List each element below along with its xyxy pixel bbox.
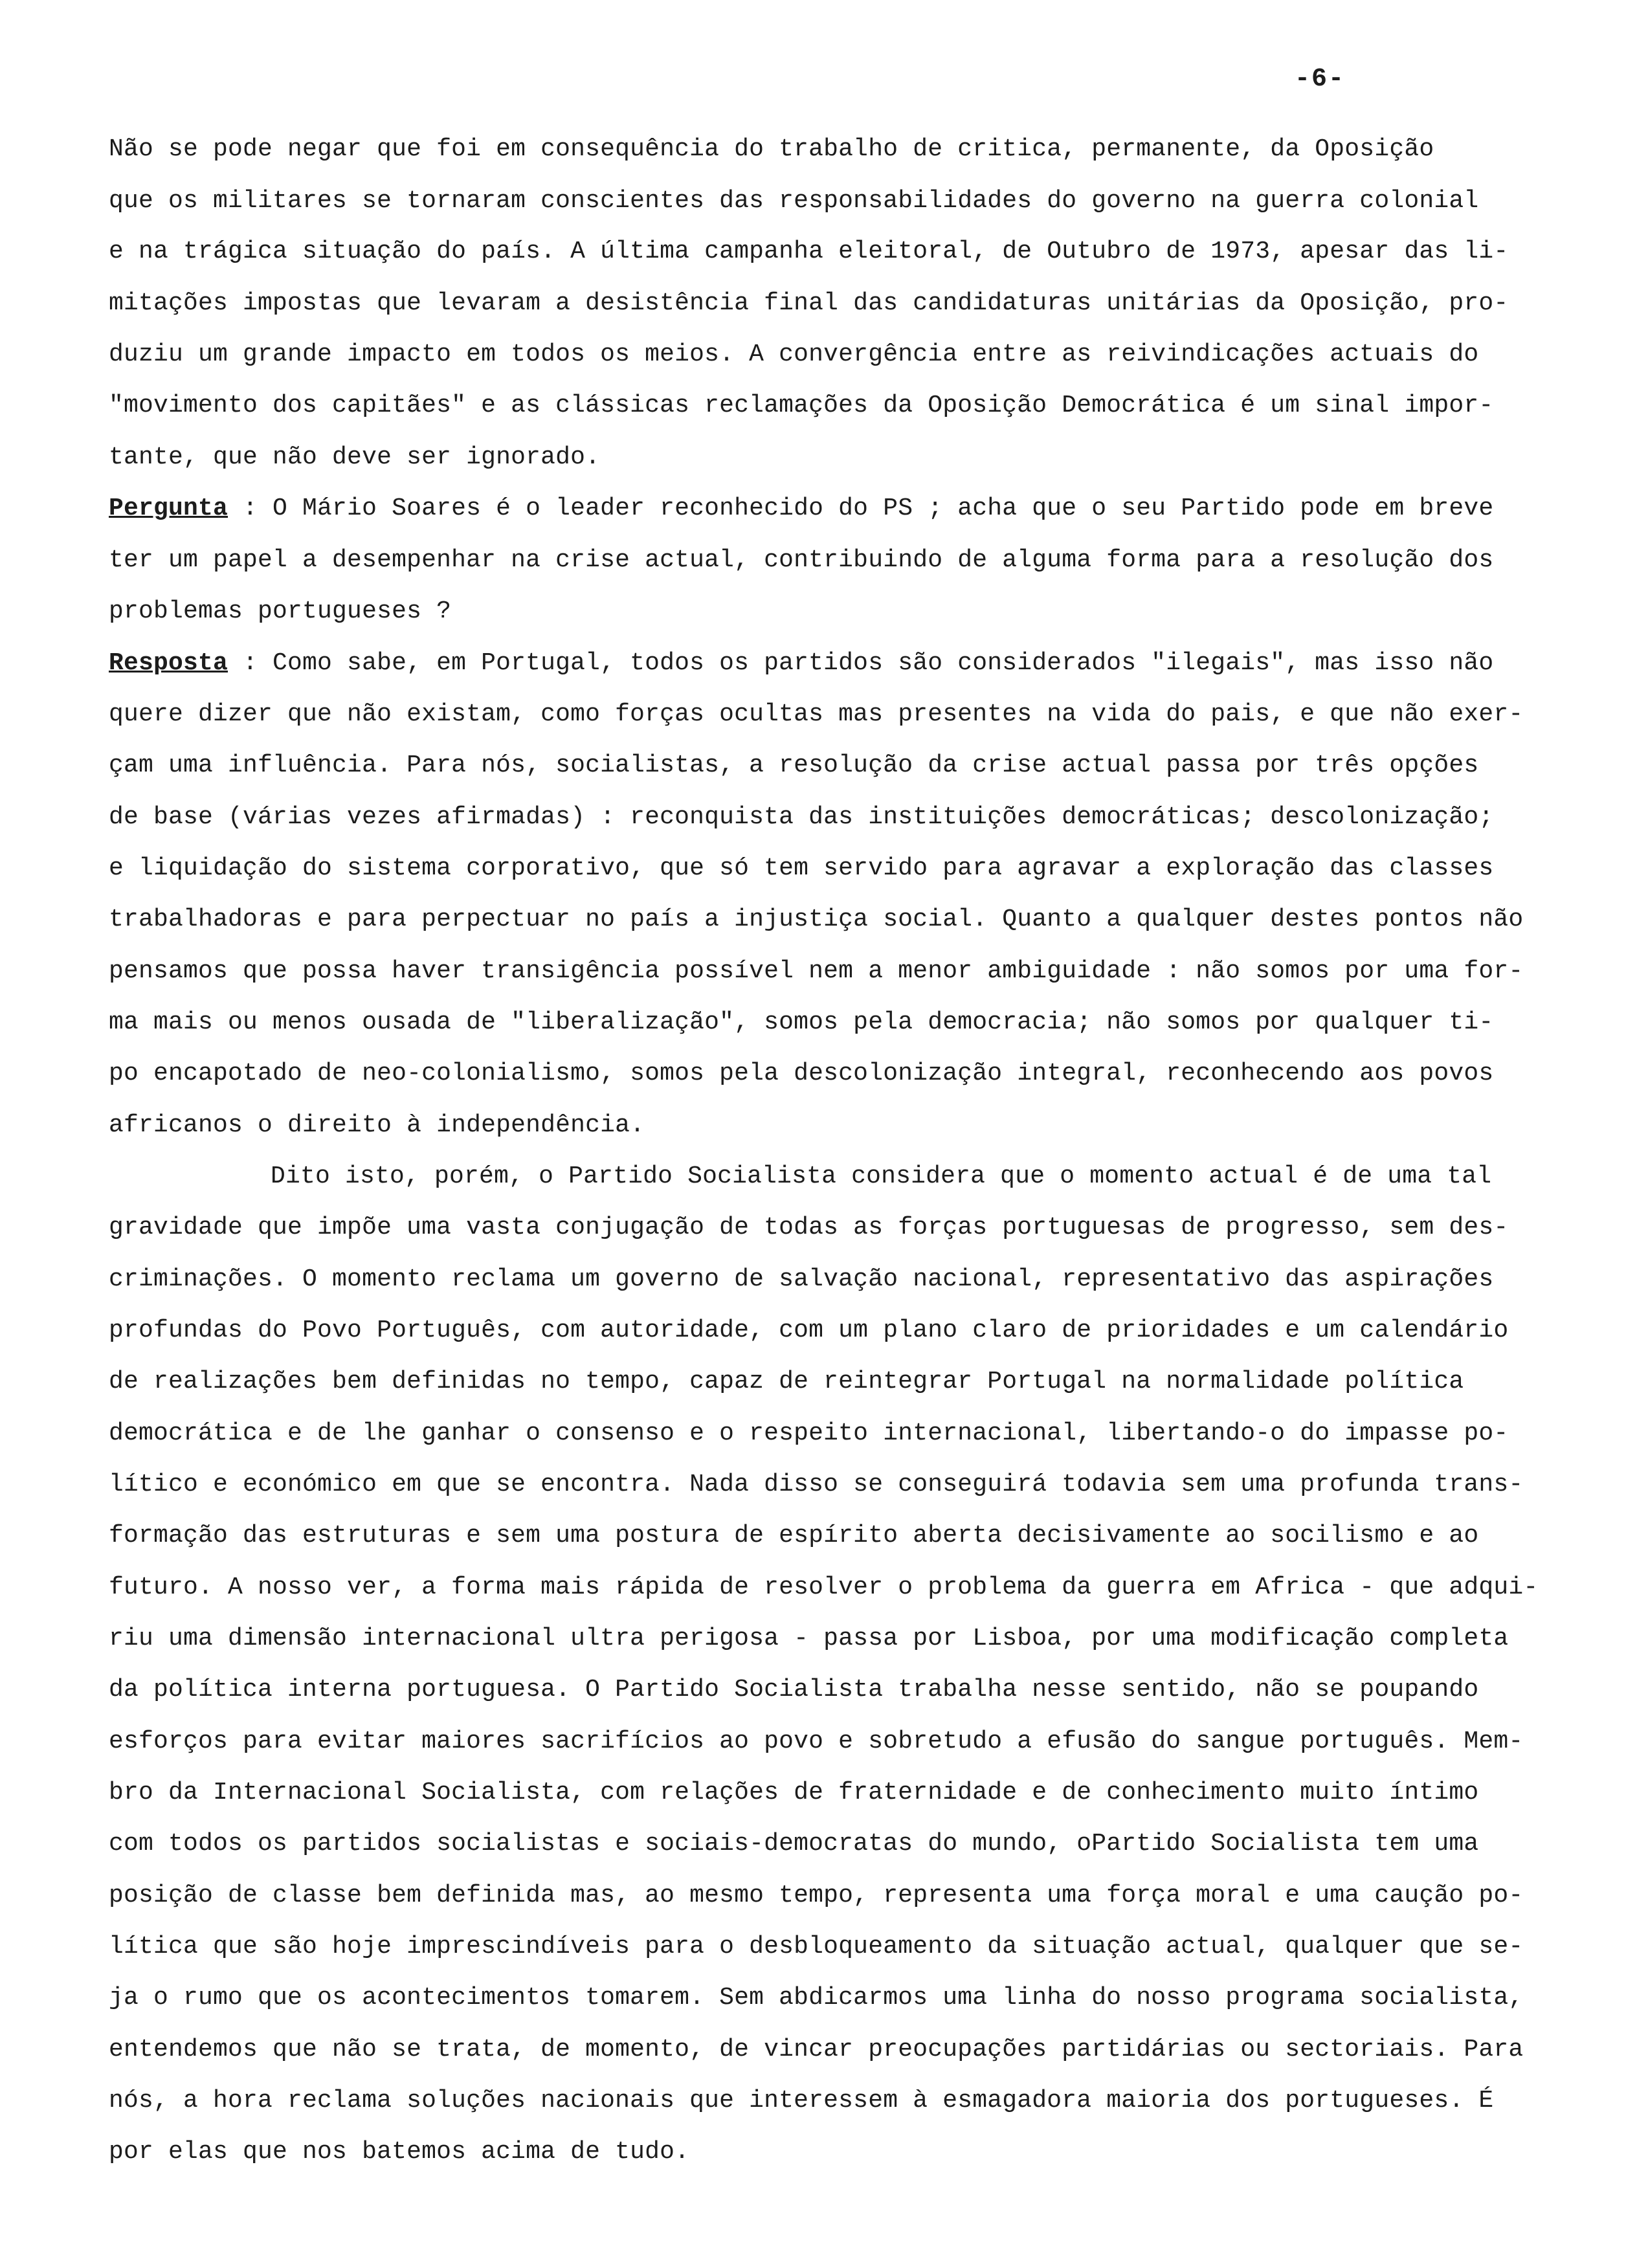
text-line: tante, que não deve ser ignorado. bbox=[109, 443, 601, 471]
text-line: gravidade que impõe uma vasta conjugação de todas as forças portuguesas de progresso, sem des- bbox=[109, 1214, 1509, 1241]
text-line: quere dizer que não existam, como forças ocultas mas presentes na vida do pais, e que não exer- bbox=[109, 700, 1524, 728]
page-number: -6- bbox=[1295, 65, 1346, 94]
text-line: Não se pode negar que foi em consequência do trabalho de critica, permanente, da Oposição bbox=[109, 135, 1434, 163]
text-line: riu uma dimensão internacional ultra perigosa - passa por Lisboa, por uma modificação completa bbox=[109, 1625, 1509, 1652]
text-line: democrática e de lhe ganhar o consenso e o respeito internacional, libertando-o do impasse po- bbox=[109, 1419, 1509, 1447]
text-line: çam uma influência. Para nós, socialistas, a resolução da crise actual passa por três opções bbox=[109, 751, 1479, 779]
text-line: posição de classe bem definida mas, ao mesmo tempo, representa uma força moral e uma caução po- bbox=[109, 1882, 1524, 1909]
answer-text: : Como sabe, em Portugal, todos os partidos são considerados "ilegais", mas isso não bbox=[228, 649, 1494, 677]
text-line: com todos os partidos socialistas e sociais-democratas do mundo, oPartido Socialista tem uma bbox=[109, 1830, 1479, 1858]
answer-label: Resposta bbox=[109, 649, 228, 677]
text-line: bro da Internacional Socialista, com relações de fraternidade e de conhecimento muito íntimo bbox=[109, 1779, 1479, 1807]
answer-line bbox=[109, 649, 1559, 678]
text-line: ter um papel a desempenhar na crise actual, contribuindo de alguma forma para a resolução dos bbox=[109, 546, 1494, 574]
text-line: futuro. A nosso ver, a forma mais rápida de resolver o problema da guerra em Africa - que adqui- bbox=[109, 1573, 1539, 1601]
text-line: formação das estruturas e sem uma postura de espírito aberta decisivamente ao socilismo e ao bbox=[109, 1522, 1479, 1550]
text-line: ma mais ou menos ousada de "liberalização", somos pela democracia; não somos por qualquer ti- bbox=[109, 1008, 1494, 1036]
text-line: e na trágica situação do país. A última campanha eleitoral, de Outubro de 1973, apesar das li- bbox=[109, 238, 1509, 265]
text-line: criminações. O momento reclama um governo de salvação nacional, representativo das aspirações bbox=[109, 1265, 1494, 1293]
text-line: ja o rumo que os acontecimentos tomarem. Sem abdicarmos uma linha do nosso programa socialista, bbox=[109, 1984, 1524, 2012]
text-line: e liquidação do sistema corporativo, que só tem servido para agravar a exploração das classes bbox=[109, 854, 1494, 882]
text-line: mitações impostas que levaram a desistência final das candidaturas unitárias da Oposição, pro- bbox=[109, 289, 1509, 317]
text-line: por elas que nos batemos acima de tudo. bbox=[109, 2138, 690, 2166]
question-text: : O Mário Soares é o leader reconhecido do PS ; acha que o seu Partido pode em breve bbox=[228, 495, 1494, 522]
question-line bbox=[109, 494, 1559, 524]
text-line: que os militares se tornaram conscientes das responsabilidades do governo na guerra colonial bbox=[109, 187, 1479, 215]
text-line: Dito isto, porém, o Partido Socialista considera que o momento actual é de uma tal bbox=[271, 1162, 1492, 1190]
text-line: problemas portugueses ? bbox=[109, 597, 452, 625]
question-label: Pergunta bbox=[109, 495, 228, 522]
text-line: nós, a hora reclama soluções nacionais que interessem à esmagadora maioria dos portugueses. É bbox=[109, 2087, 1494, 2115]
text-line: duziu um grande impacto em todos os meios. A convergência entre as reivindicações actuais do bbox=[109, 340, 1479, 368]
text-line: lítica que são hoje imprescindíveis para o desbloqueamento da situação actual, qualquer que se- bbox=[109, 1933, 1524, 1961]
text-line: africanos o direito à independência. bbox=[109, 1111, 645, 1139]
text-line: entendemos que não se trata, de momento, de vincar preocupações partidárias ou sectoriais. Para bbox=[109, 2036, 1524, 2063]
text-line: de realizações bem definidas no tempo, capaz de reintegrar Portugal na normalidade política bbox=[109, 1368, 1464, 1395]
text-line: pensamos que possa haver transigência possível nem a menor ambiguidade : não somos por uma for- bbox=[109, 957, 1524, 985]
text-line: lítico e económico em que se encontra. Nada disso se conseguirá todavia sem uma profunda trans- bbox=[109, 1471, 1524, 1498]
text-line: "movimento dos capitães" e as clássicas reclamações da Oposição Democrática é um sinal impor- bbox=[109, 392, 1494, 419]
text-line: da política interna portuguesa. O Partido Socialista trabalha nesse sentido, não se poupando bbox=[109, 1676, 1479, 1704]
text-line: de base (várias vezes afirmadas) : reconquista das instituições democráticas; descolonização; bbox=[109, 803, 1494, 831]
text-line: esforços para evitar maiores sacrifícios ao povo e sobretudo a efusão do sangue português. Mem- bbox=[109, 1728, 1524, 1755]
text-line: trabalhadoras e para perpectuar no país a injustiça social. Quanto a qualquer destes pontos não bbox=[109, 906, 1524, 933]
text-line: profundas do Povo Português, com autoridade, com um plano claro de prioridades e um calendário bbox=[109, 1317, 1509, 1344]
text-line: po encapotado de neo-colonialismo, somos pela descolonização integral, reconhecendo aos povos bbox=[109, 1060, 1494, 1087]
